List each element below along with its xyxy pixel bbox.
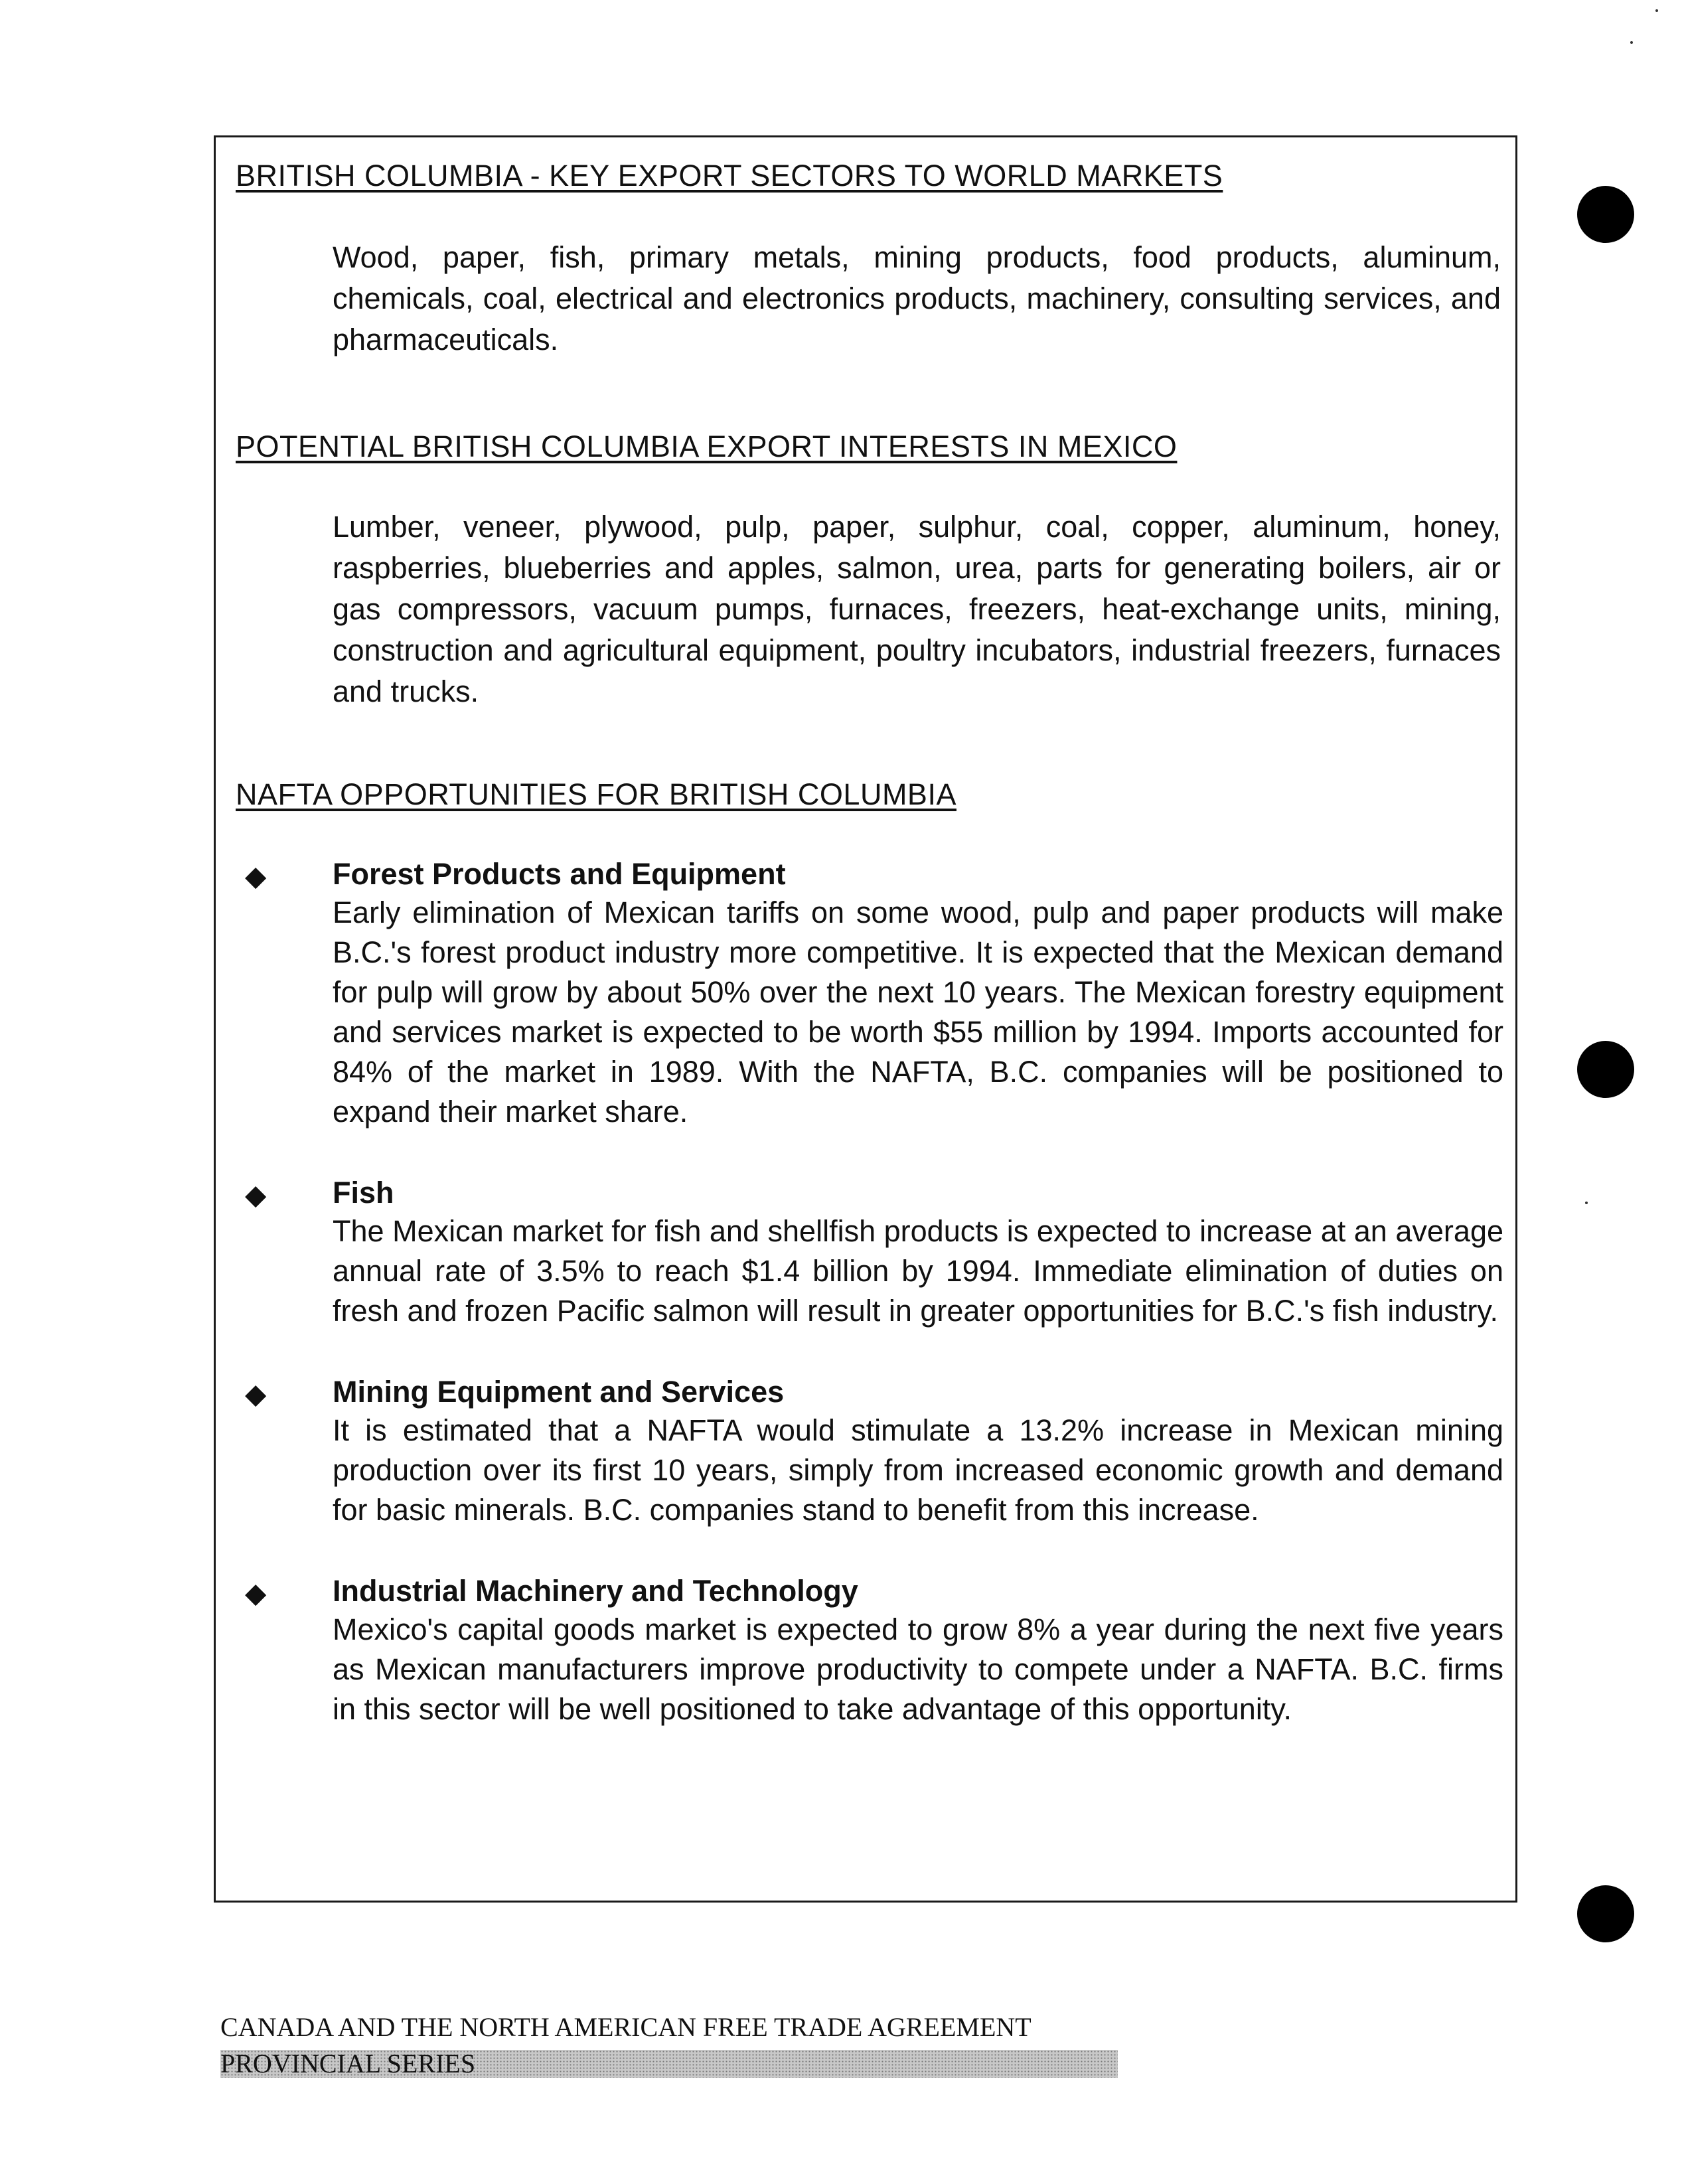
key-sectors-heading: BRITISH COLUMBIA - KEY EXPORT SECTORS TO WORLD MARKETS bbox=[236, 159, 1223, 193]
diamond-bullet-icon: ◆ bbox=[245, 1378, 267, 1409]
content-frame bbox=[214, 135, 1517, 1903]
punch-hole-icon bbox=[1577, 1885, 1634, 1942]
opportunity-text: The Mexican market for fish and shellfish products is expected to increase at an average annual rate of 3.5% to reach $1.4 billion by 1994. Immediate elimination of duties on fresh and frozen Pacific salmon will result in greater opportunities for B.C.'s fish industry. bbox=[333, 1214, 1503, 1328]
scan-speck bbox=[1585, 1202, 1588, 1204]
punch-hole-icon bbox=[1577, 186, 1634, 243]
export-interests-text: Lumber, veneer, plywood, pulp, paper, sulphur, coal, copper, aluminum, honey, raspberries, blueberries and apples, salmon, urea, parts for generating boilers, air or gas compressors, vacuum pumps, furnaces, freezers, heat-exchange units, mining, construction and agricultural equipment, poultry incubators, industrial freezers, furnaces and trucks. bbox=[333, 510, 1501, 708]
key-sectors-text: Wood, paper, fish, primary metals, mining products, food products, aluminum, chemicals, coal, electrical and electronics products, machinery, consulting services, and pharmaceuticals. bbox=[333, 240, 1501, 356]
opportunity-item bbox=[236, 1373, 1503, 1530]
footer-series: PROVINCIAL SERIES bbox=[220, 2049, 476, 2078]
opportunities-list bbox=[236, 856, 1503, 1772]
nafta-opportunities-heading: NAFTA OPPORTUNITIES FOR BRITISH COLUMBIA bbox=[236, 777, 956, 811]
footer-title: CANADA AND THE NORTH AMERICAN FREE TRADE AGREEMENT bbox=[220, 2012, 1032, 2042]
opportunity-text: It is estimated that a NAFTA would stimulate a 13.2% increase in Mexican mining production over its first 10 years, simply from increased economic growth and demand for basic minerals. B.C. companies stand to benefit from this increase. bbox=[333, 1413, 1503, 1527]
diamond-bullet-icon: ◆ bbox=[245, 1179, 267, 1210]
export-interests-heading: POTENTIAL BRITISH COLUMBIA EXPORT INTERESTS IN MEXICO bbox=[236, 429, 1178, 463]
punch-hole-icon bbox=[1577, 1041, 1634, 1098]
opportunity-item bbox=[236, 1174, 1503, 1331]
opportunity-title: Mining Equipment and Services bbox=[333, 1375, 785, 1409]
diamond-bullet-icon: ◆ bbox=[245, 860, 267, 892]
opportunity-item bbox=[236, 1573, 1503, 1729]
diamond-bullet-icon: ◆ bbox=[245, 1577, 267, 1608]
opportunity-title: Fish bbox=[333, 1176, 394, 1209]
scan-speck bbox=[1655, 9, 1658, 12]
opportunity-title: Industrial Machinery and Technology bbox=[333, 1574, 858, 1608]
opportunity-title: Forest Products and Equipment bbox=[333, 857, 786, 891]
opportunity-text: Mexico's capital goods market is expected to grow 8% a year during the next five years as Mexican manufacturers improve productivity to compete under a NAFTA. B.C. firms in this sector will be well positioned to take advantage of this opportunity. bbox=[333, 1612, 1503, 1726]
scan-speck bbox=[1630, 41, 1633, 44]
opportunity-text: Early elimination of Mexican tariffs on some wood, pulp and paper products will make B.C.'s forest product industry more competitive. It is expected that the Mexican demand for pulp will grow by about 50% over the next 10 years. The Mexican forestry equipment and services market is expected to be worth $55 million by 1994. Imports accounted for 84% of the market in 1989. With the NAFTA, B.C. companies will be positioned to expand their market share. bbox=[333, 896, 1503, 1129]
opportunity-item bbox=[236, 856, 1503, 1132]
